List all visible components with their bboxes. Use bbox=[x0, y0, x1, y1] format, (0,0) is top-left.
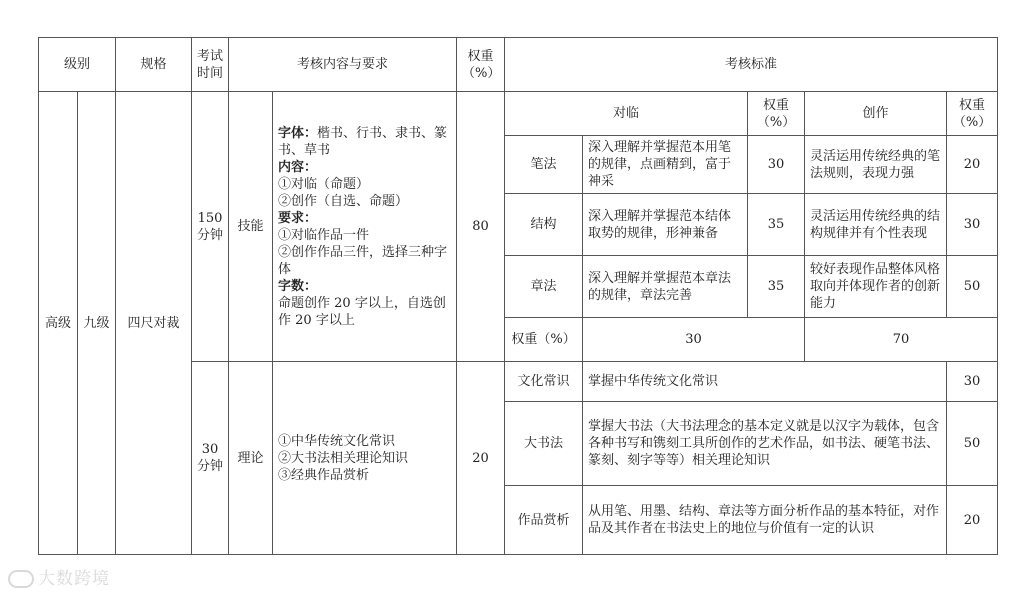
theory-criterion: 掌握中华传统文化常识 bbox=[583, 362, 947, 402]
theory-criterion-weight: 30 bbox=[947, 362, 998, 402]
watermark-logo-icon bbox=[8, 570, 34, 588]
criterion-name: 文化常识 bbox=[505, 362, 583, 402]
sub-header-copy-weight: 权重（%） bbox=[748, 92, 805, 136]
sub-header-create: 创作 bbox=[805, 92, 947, 136]
total-weight-label: 权重（%） bbox=[505, 318, 583, 362]
theory-type: 理论 bbox=[229, 362, 273, 555]
font-text: 楷书、行书、隶书、篆书、草书 bbox=[278, 125, 448, 158]
content-item: ①对临（命题） bbox=[278, 176, 370, 192]
criterion-name: 大书法 bbox=[505, 402, 583, 486]
theory-item: ②大书法相关理论知识 bbox=[278, 450, 409, 466]
criterion-name: 作品赏析 bbox=[505, 486, 583, 555]
criterion-name: 结构 bbox=[505, 194, 583, 256]
watermark bbox=[8, 564, 110, 589]
header-weight: 权重（%） bbox=[457, 38, 505, 92]
theory-criterion-weight: 20 bbox=[947, 486, 998, 555]
create-weight: 30 bbox=[947, 194, 998, 256]
exam-standard-table bbox=[38, 37, 998, 555]
level-sub: 九级 bbox=[78, 92, 116, 555]
create-weight: 20 bbox=[947, 136, 998, 194]
copy-weight: 30 bbox=[748, 136, 805, 194]
theory-criterion: 从用笔、用墨、结构、章法等方面分析作品的基本特征，对作品及其作者在书法史上的地位与价值有一定的认识 bbox=[583, 486, 947, 555]
req-label: 要求： bbox=[278, 210, 318, 226]
header-content: 考核内容与要求 bbox=[229, 38, 457, 92]
header-standard: 考核标准 bbox=[505, 38, 998, 92]
create-criterion: 灵活运用传统经典的结构规律并有个性表现 bbox=[805, 194, 947, 256]
count-label: 字数： bbox=[278, 278, 318, 294]
theory-criterion-weight: 50 bbox=[947, 402, 998, 486]
spec: 四尺对裁 bbox=[116, 92, 192, 555]
theory-criterion: 掌握大书法（大书法理念的基本定义就是以汉字为载体，包含各种书写和镌刻工具所创作的艺术作品，如书法、硬笔书法、篆刻、刻字等等）相关理论知识 bbox=[583, 402, 947, 486]
create-weight: 50 bbox=[947, 256, 998, 318]
content-label: 内容： bbox=[278, 159, 318, 175]
watermark-text: 大数跨境 bbox=[38, 569, 110, 589]
copy-criterion: 深入理解并掌握范本用笔的规律，点画精到，富于神采 bbox=[583, 136, 748, 194]
total-copy-weight: 30 bbox=[583, 318, 805, 362]
copy-criterion: 深入理解并掌握范本结体取势的规律，形神兼备 bbox=[583, 194, 748, 256]
level-main: 高级 bbox=[39, 92, 78, 555]
content-item: ②创作（自选、命题） bbox=[278, 193, 409, 209]
criterion-name: 章法 bbox=[505, 256, 583, 318]
total-create-weight: 70 bbox=[805, 318, 998, 362]
copy-weight: 35 bbox=[748, 256, 805, 318]
theory-item: ①中华传统文化常识 bbox=[278, 433, 396, 449]
skill-time: 150分钟 bbox=[192, 92, 229, 362]
header-time: 考试时间 bbox=[192, 38, 229, 92]
req-item: ①对临作品一件 bbox=[278, 227, 370, 243]
theory-item: ③经典作品赏析 bbox=[278, 467, 370, 483]
req-item: ②创作作品三件，选择三种字体 bbox=[278, 244, 448, 277]
criterion-name: 笔法 bbox=[505, 136, 583, 194]
copy-criterion: 深入理解并掌握范本章法的规律，章法完善 bbox=[583, 256, 748, 318]
create-criterion: 灵活运用传统经典的笔法规则，表现力强 bbox=[805, 136, 947, 194]
font-label: 字体： bbox=[278, 125, 318, 141]
copy-weight: 35 bbox=[748, 194, 805, 256]
create-criterion: 较好表现作品整体风格取向并体现作者的创新能力 bbox=[805, 256, 947, 318]
skill-content bbox=[273, 92, 457, 362]
theory-content bbox=[273, 362, 457, 555]
sub-header-create-weight: 权重（%） bbox=[947, 92, 998, 136]
theory-time: 30分钟 bbox=[192, 362, 229, 555]
skill-weight: 80 bbox=[457, 92, 505, 362]
sub-header-copy: 对临 bbox=[505, 92, 748, 136]
header-level: 级别 bbox=[39, 38, 116, 92]
theory-weight: 20 bbox=[457, 362, 505, 555]
header-spec: 规格 bbox=[116, 38, 192, 92]
count-text: 命题创作 20 字以上，自选创作 20 字以上 bbox=[278, 295, 446, 328]
skill-type: 技能 bbox=[229, 92, 273, 362]
